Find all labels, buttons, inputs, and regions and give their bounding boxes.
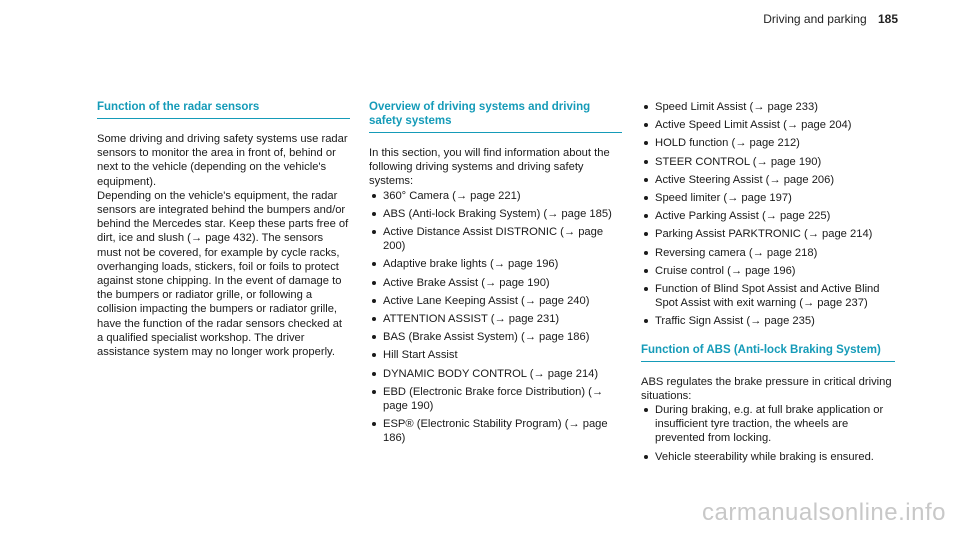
page-header xyxy=(763,12,898,26)
paragraph-systems-intro: In this section, you will find information about the following driving systems and driving safety systems: xyxy=(369,147,610,188)
list-item: Traffic Sign Assist (→ page 235) xyxy=(641,314,895,328)
section-title: Driving and parking xyxy=(763,12,867,26)
list-item: Active Brake Assist (→ page 190) xyxy=(369,276,622,290)
list-item: 360° Camera (→ page 221) xyxy=(369,189,622,203)
page-number: 185 xyxy=(877,12,898,26)
column-systems-continued xyxy=(641,100,895,468)
list-item: Function of Blind Spot Assist and Active Blind Spot Assist with exit warning (→ page 237) xyxy=(641,282,895,310)
list-item: Hill Start Assist xyxy=(369,348,622,362)
list-item: Adaptive brake lights (→ page 196) xyxy=(369,257,622,271)
list-item: ABS (Anti-lock Braking System) (→ page 185) xyxy=(369,207,622,221)
list-item: Active Speed Limit Assist (→ page 204) xyxy=(641,118,895,132)
list-item: DYNAMIC BODY CONTROL (→ page 214) xyxy=(369,367,622,381)
list-item: HOLD function (→ page 212) xyxy=(641,136,895,150)
list-item: ATTENTION ASSIST (→ page 231) xyxy=(369,312,622,326)
column-radar-sensors xyxy=(97,100,350,359)
heading-systems-overview: Overview of driving systems and driving safety systems xyxy=(369,100,622,133)
paragraph-radar-intro: Some driving and driving safety systems use radar sensors to monitor the area in front of, behind or next to the vehicle (depending on the vehicle's equipment). xyxy=(97,133,348,188)
systems-list xyxy=(369,189,622,446)
list-item: Active Lane Keeping Assist (→ page 240) xyxy=(369,294,622,308)
paragraph-radar-details: Depending on the vehicle's equipment, the radar sensors are integrated behind the bumpers and/or behind the Mercedes star. Keep these parts free of dirt, ice and slush (→ page 432). The sensors must not be covered, for example by cycle racks, overhanging loads, stickers, foil or foils to protect against stone chipping. In the event of damage to the bumpers or radiator grille, or following a collision impacting the bumpers or radiator grille, have the function of the radar sensors checked at a qualified specialist workshop. The driver assistance system may no longer work properly. xyxy=(97,189,349,359)
list-item: Parking Assist PARKTRONIC (→ page 214) xyxy=(641,227,895,241)
abs-list xyxy=(641,403,895,464)
list-item: Vehicle steerability while braking is ensured. xyxy=(641,450,895,464)
heading-abs-function: Function of ABS (Anti-lock Braking System) xyxy=(641,343,895,362)
column-systems-overview xyxy=(369,100,622,450)
systems-list-continued xyxy=(641,100,895,329)
list-item: ESP® (Electronic Stability Program) (→ page 186) xyxy=(369,417,622,445)
heading-radar-sensors: Function of the radar sensors xyxy=(97,100,350,119)
list-item: Active Steering Assist (→ page 206) xyxy=(641,173,895,187)
list-item: EBD (Electronic Brake force Distribution) (→ page 190) xyxy=(369,385,622,413)
watermark-text: carmanualsonline.info xyxy=(702,499,946,526)
list-item: Cruise control (→ page 196) xyxy=(641,264,895,278)
list-item: Active Distance Assist DISTRONIC (→ page 200) xyxy=(369,225,622,253)
list-item: BAS (Brake Assist System) (→ page 186) xyxy=(369,330,622,344)
list-item: Reversing camera (→ page 218) xyxy=(641,246,895,260)
list-item: Speed Limit Assist (→ page 233) xyxy=(641,100,895,114)
paragraph-abs-intro: ABS regulates the brake pressure in critical driving situations: xyxy=(641,375,892,402)
list-item: Speed limiter (→ page 197) xyxy=(641,191,895,205)
list-item: STEER CONTROL (→ page 190) xyxy=(641,155,895,169)
list-item: Active Parking Assist (→ page 225) xyxy=(641,209,895,223)
list-item: During braking, e.g. at full brake application or insufficient tyre traction, the wheels are prevented from locking. xyxy=(641,403,895,446)
